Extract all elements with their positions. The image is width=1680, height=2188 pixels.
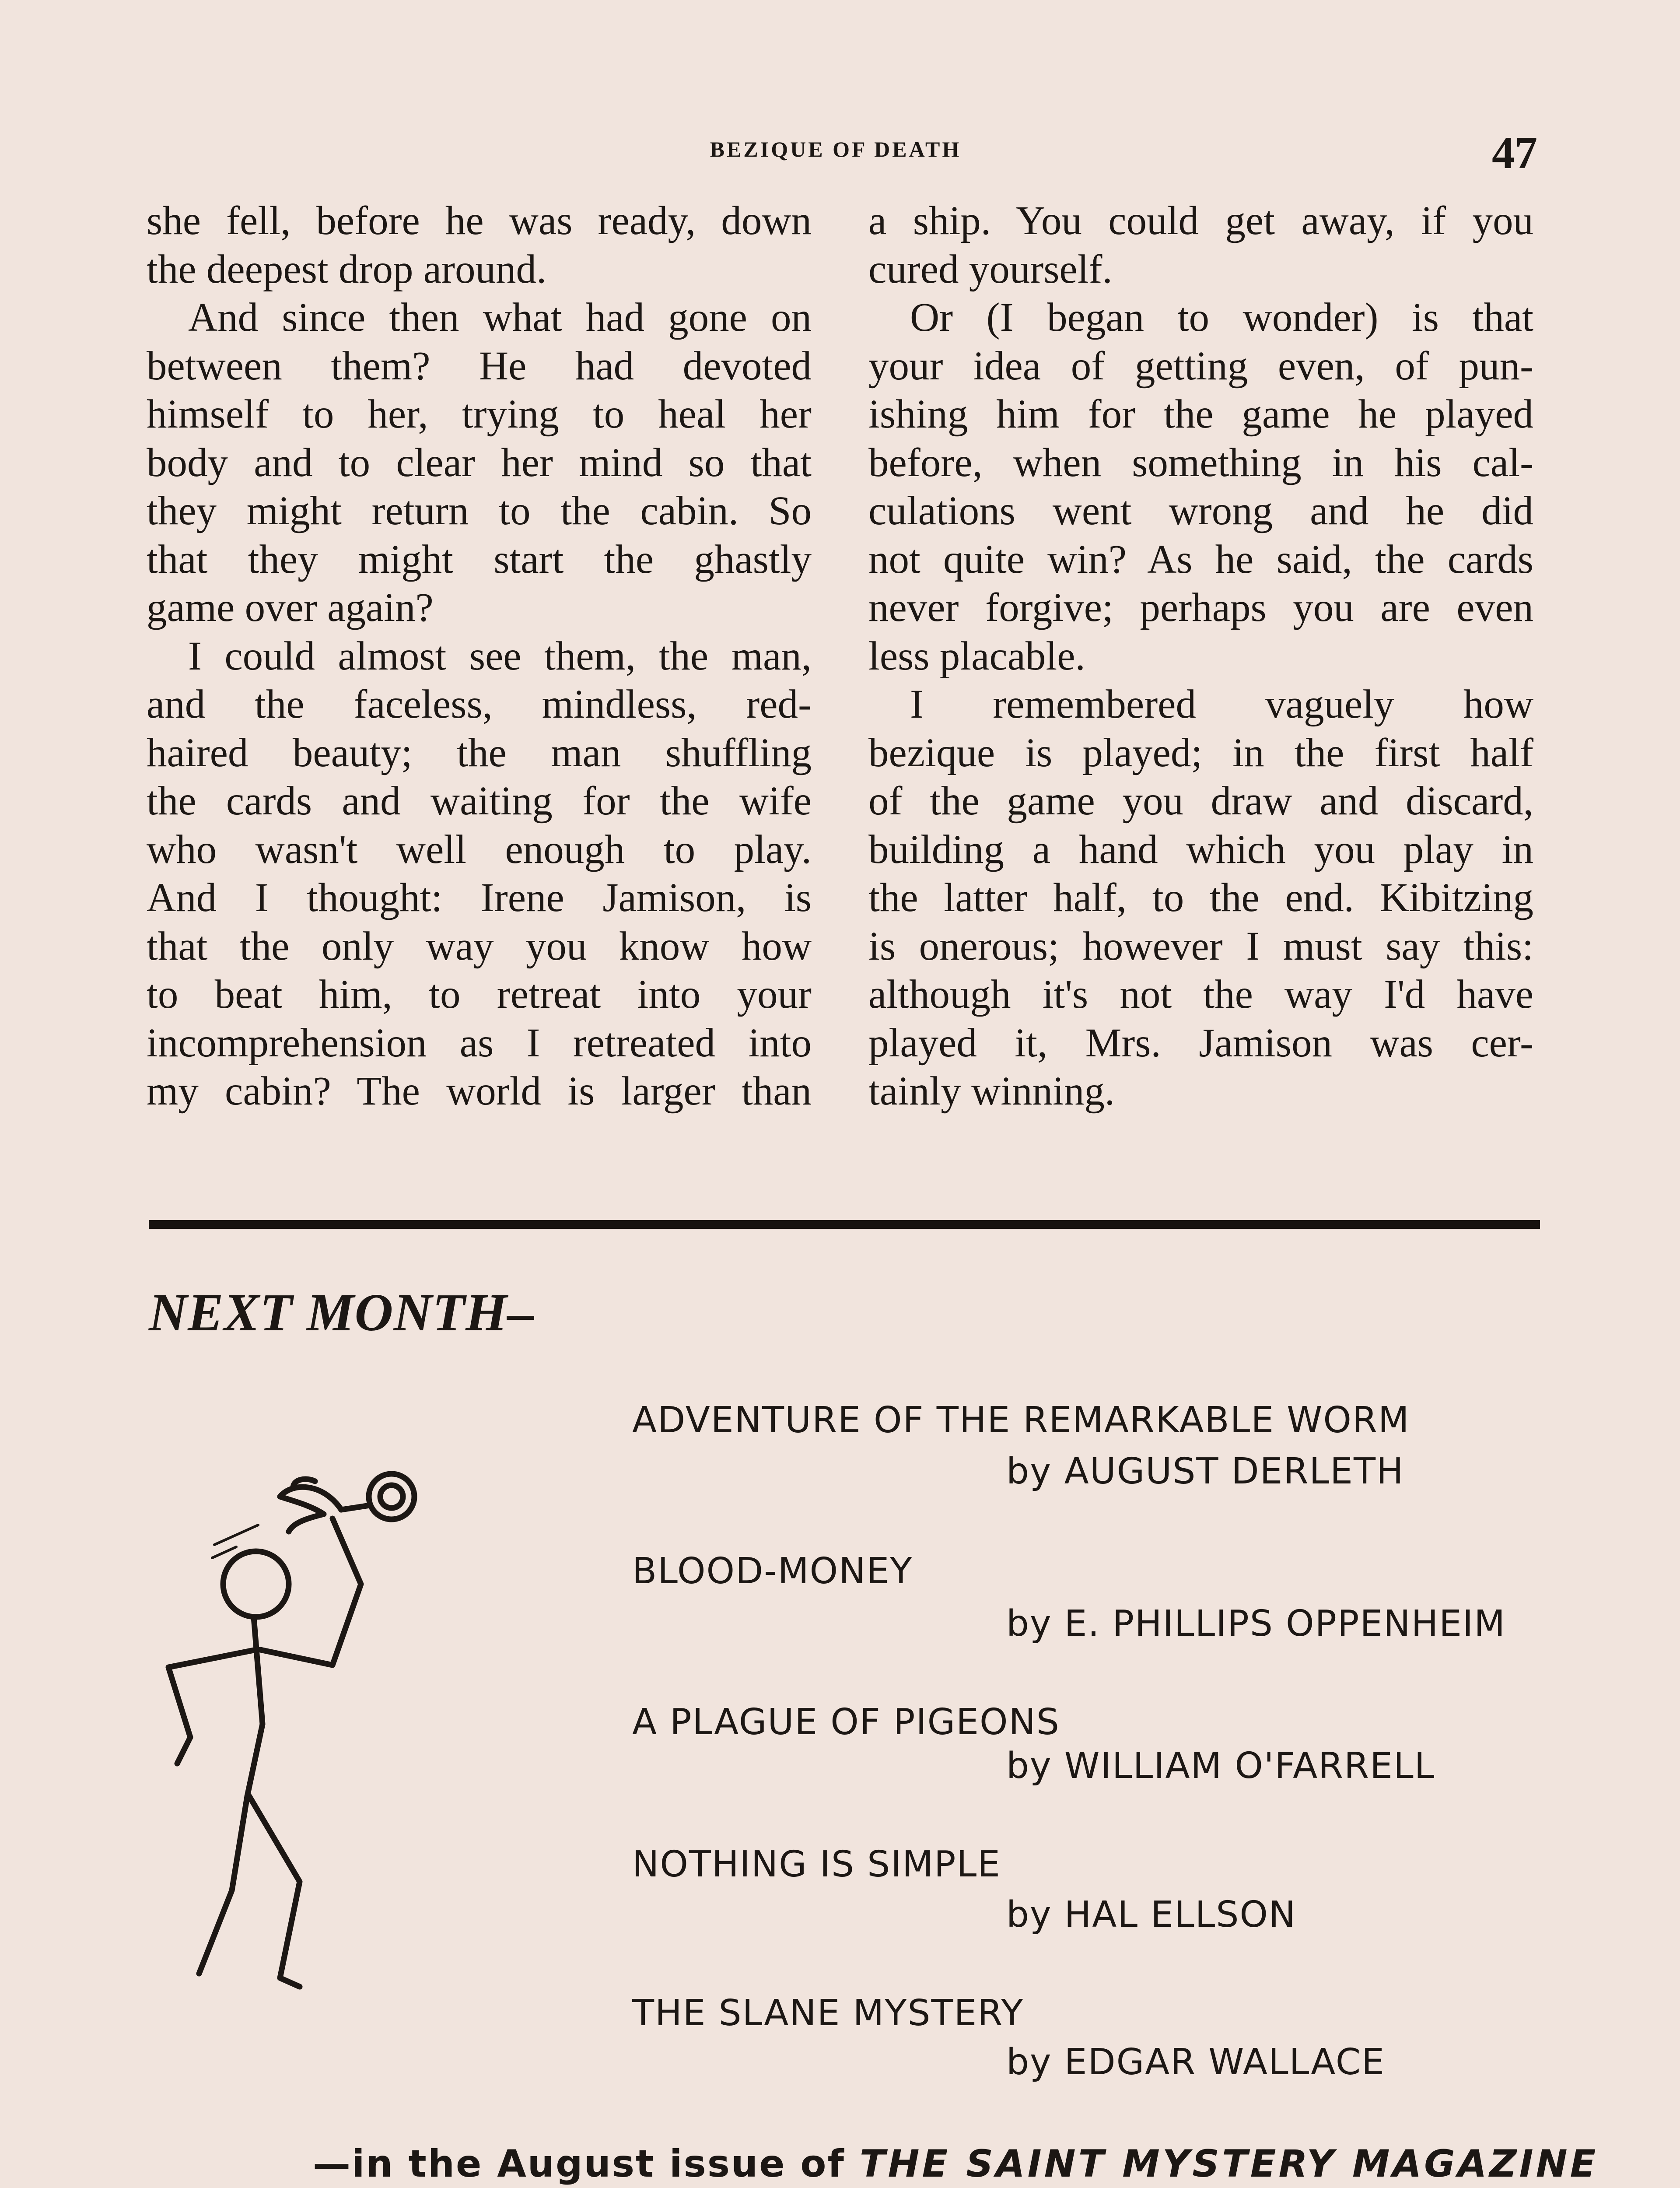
text-line: that they might start the ghastly: [147, 536, 812, 582]
text-line: of the game you draw and discard,: [868, 778, 1533, 824]
story-byline: by EDGAR WALLACE: [1006, 2041, 1385, 2083]
text-line: culations went wrong and he did: [868, 488, 1533, 533]
issue-announcement: [313, 2142, 1598, 2186]
text-line: between them? He had devoted: [147, 343, 812, 389]
story-title: BLOOD-MONEY: [632, 1550, 913, 1592]
magazine-name: THE SAINT MYSTERY MAGAZINE: [859, 2142, 1599, 2186]
text-line: although it's not the way I'd have: [868, 972, 1533, 1017]
next-month-heading: NEXT MONTH–: [149, 1283, 535, 1342]
text-line: body and to clear her mind so that: [147, 440, 812, 485]
text-line: and the faceless, mindless, red-: [147, 682, 812, 727]
story-byline: by E. PHILLIPS OPPENHEIM: [1006, 1603, 1506, 1645]
text-line: haired beauty; the man shuffling: [147, 730, 812, 775]
text-line: I could almost see them, the man,: [188, 633, 812, 679]
section-divider-rule: [149, 1220, 1540, 1229]
text-line: building a hand which you play in: [868, 827, 1533, 872]
running-title: BEZIQUE OF DEATH: [710, 137, 962, 161]
issue-announcement-prefix: —in the August issue of: [313, 2142, 860, 2186]
text-line: the deepest drop around.: [147, 246, 547, 292]
text-line: not quite win? As he said, the cards: [868, 536, 1533, 582]
text-line: your idea of getting even, of pun-: [868, 343, 1533, 389]
text-line: she fell, before he was ready, down: [147, 198, 812, 243]
text-line: is onerous; however I must say this:: [868, 923, 1533, 969]
story-byline: by WILLIAM O'FARRELL: [1006, 1745, 1435, 1787]
text-line: less placable.: [868, 633, 1085, 679]
text-line: a ship. You could get away, if you: [868, 198, 1533, 243]
text-line: tainly winning.: [868, 1069, 1115, 1114]
story-text-left-column: [147, 197, 812, 1116]
text-line: they might return to the cabin. So: [147, 488, 812, 533]
text-line: my cabin? The world is larger than: [147, 1069, 812, 1114]
story-byline: by AUGUST DERLETH: [1006, 1451, 1404, 1492]
text-line: who wasn't well enough to play.: [147, 827, 812, 872]
page-number: 47: [1492, 128, 1537, 178]
text-line: Or (I began to wonder) is that: [910, 295, 1533, 340]
text-line: the cards and waiting for the wife: [147, 778, 812, 824]
text-line: the latter half, to the end. Kibitzing: [868, 875, 1533, 920]
story-title: ADVENTURE OF THE REMARKABLE WORM: [632, 1399, 1410, 1441]
text-line: to beat him, to retreat into your: [147, 972, 812, 1017]
story-text-right-column: [868, 197, 1533, 1116]
story-title: THE SLANE MYSTERY: [632, 1992, 1024, 2034]
text-line: before, when something in his cal-: [868, 440, 1533, 485]
text-line: ishing him for the game he played: [868, 392, 1533, 437]
text-line: himself to her, trying to heal her: [147, 392, 812, 437]
stick-figure-with-magnifying-glass-icon: [149, 1378, 464, 2000]
text-line: incomprehension as I retreated into: [147, 1020, 812, 1066]
text-line: And since then what had gone on: [188, 295, 812, 340]
story-title: A PLAGUE OF PIGEONS: [632, 1701, 1060, 1743]
text-line: that the only way you know how: [147, 923, 812, 969]
text-line: game over again?: [147, 585, 434, 630]
story-byline: by HAL ELLSON: [1006, 1894, 1297, 1936]
text-line: And I thought: Irene Jamison, is: [147, 875, 812, 920]
text-line: played it, Mrs. Jamison was cer-: [868, 1020, 1533, 1066]
text-line: cured yourself.: [868, 246, 1113, 292]
text-line: never forgive; perhaps you are even: [868, 585, 1533, 630]
text-line: I remembered vaguely how: [910, 682, 1533, 727]
text-line: bezique is played; in the first half: [868, 730, 1533, 775]
story-title: NOTHING IS SIMPLE: [632, 1844, 1001, 1885]
